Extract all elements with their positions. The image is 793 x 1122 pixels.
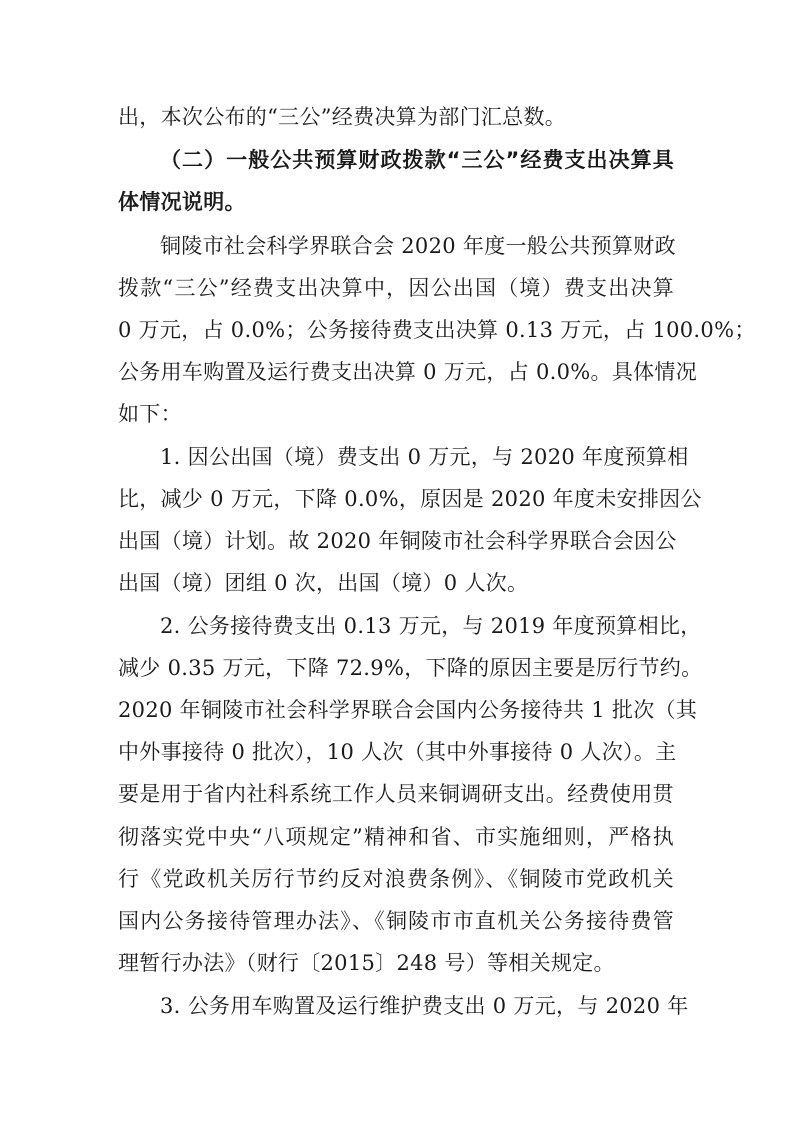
text-line: 比，减少 0 万元，下降 0.0%，原因是 2020 年度未安排因公 bbox=[118, 487, 702, 511]
text-line: 中外事接待 0 批次），10 人次（其中外事接待 0 人次）。主 bbox=[118, 740, 677, 764]
text-line: 减少 0.35 万元，下降 72.9%，下降的原因主要是厉行节约。 bbox=[118, 656, 703, 680]
text-line: 1. 因公出国（境）费支出 0 万元，与 2020 年度预算相 bbox=[160, 445, 689, 469]
text-line: 公务用车购置及运行费支出决算 0 万元，占 0.0%。具体情况 bbox=[118, 360, 698, 384]
text-line: 2. 公务接待费支出 0.13 万元，与 2019 年度预算相比， bbox=[160, 614, 702, 638]
text-line: 国内公务接待管理办法》、《铜陵市市直机关公务接待费管 bbox=[118, 909, 674, 933]
text-line: 彻落实党中央“八项规定”精神和省、市实施细则，严格执 bbox=[118, 825, 674, 849]
text-line: 行《党政机关厉行节约反对浪费条例》、《铜陵市党政机关 bbox=[118, 867, 674, 891]
text-line: 2020 年铜陵市社会科学界联合会国内公务接待共 1 批次（其 bbox=[118, 698, 698, 722]
text-line: 3. 公务用车购置及运行维护费支出 0 万元，与 2020 年 bbox=[160, 994, 689, 1018]
text-line: 出，本次公布的“三公”经费决算为部门汇总数。 bbox=[118, 105, 567, 129]
text-line: 出国（境）计划。故 2020 年铜陵市社会科学界联合会因公 bbox=[118, 529, 677, 553]
text-line: 要是用于省内社科系统工作人员来铜调研支出。经费使用贯 bbox=[118, 782, 674, 806]
text-line: 铜陵市社会科学界联合会 2020 年度一般公共预算财政 bbox=[160, 234, 676, 258]
section-heading: （二）一般公共预算财政拨款“三公”经费支出决算具 bbox=[160, 148, 674, 172]
text-line: 拨款“三公”经费支出决算中，因公出国（境）费支出决算 bbox=[118, 276, 674, 300]
text-line: 出国（境）团组 0 次，出国（境）0 人次。 bbox=[118, 571, 529, 595]
section-heading-cont: 体情况说明。 bbox=[118, 190, 246, 214]
text-line: 理暂行办法》（财行〔2015〕248 号）等相关规定。 bbox=[118, 951, 615, 975]
text-line: 0 万元，占 0.0%；公务接待费支出决算 0.13 万元，占 100.0%； bbox=[118, 318, 756, 342]
text-line: 如下： bbox=[118, 402, 182, 426]
